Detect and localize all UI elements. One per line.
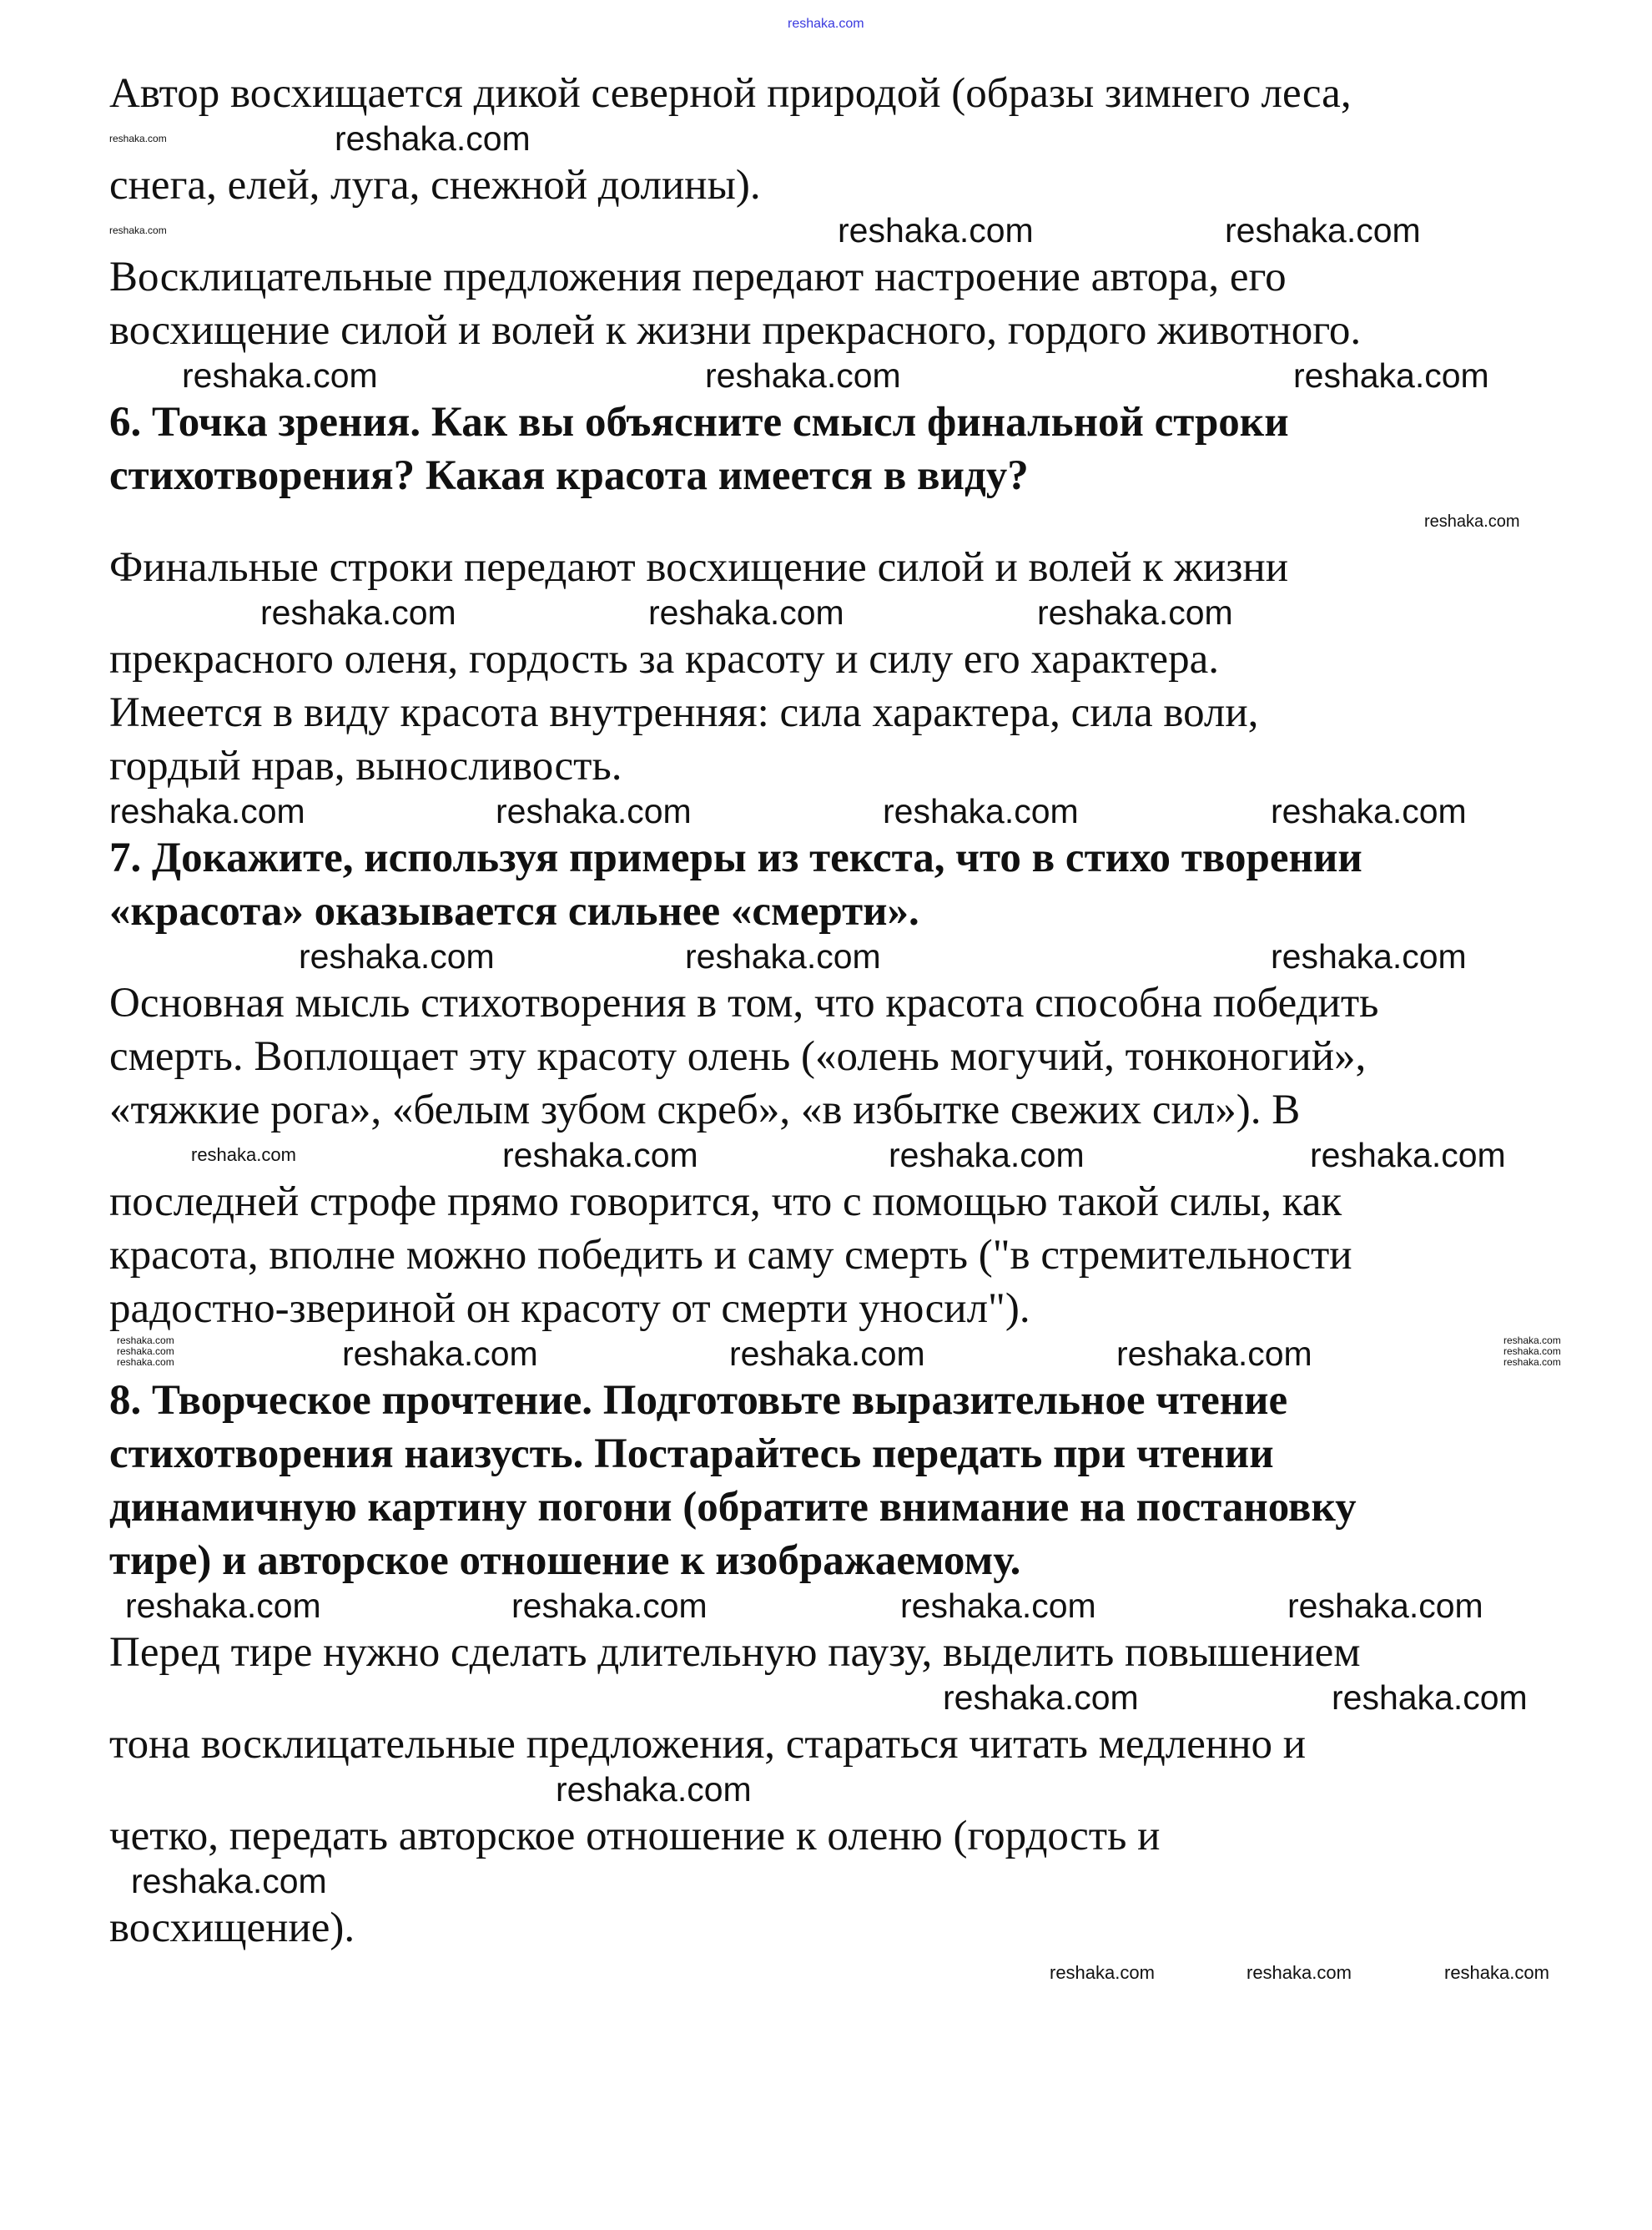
answer-7-text: красота, вполне можно победить и саму смерть ("в стремительности (109, 1232, 1352, 1279)
watermark: reshaka.com (556, 1770, 752, 1809)
watermark-row (0, 1335, 1652, 1374)
answer-7-text: «тяжкие рога», «белым зубом скреб», «в избытке свежих сил»). В (109, 1087, 1301, 1133)
watermark: reshaka.com (705, 356, 901, 395)
watermark: reshaka.com (260, 593, 456, 632)
watermark-row (0, 1587, 1652, 1626)
watermark: reshaka.com (1037, 593, 1233, 632)
watermark-row (0, 938, 1652, 976)
watermark: reshaka.com (1225, 211, 1421, 250)
watermark-row (0, 120, 1652, 159)
watermark: reshaka.com (900, 1587, 1096, 1625)
watermark: reshaka.com (1050, 1962, 1155, 1983)
answer-6-text: гордый нрав, выносливость. (109, 743, 622, 790)
watermark-row (0, 1955, 1652, 1993)
watermark-row (0, 1863, 1652, 1901)
answer-5-text: восхищение силой и волей к жизни прекрасного, гордого животного. (109, 307, 1362, 354)
watermark-row (0, 212, 1652, 250)
watermark: reshaka.com (191, 1144, 296, 1165)
answer-5-text: Восклицательные предложения передают настроение автора, его (109, 254, 1287, 300)
answer-7-text: последней строфе прямо говорится, что с помощью такой силы, как (109, 1178, 1342, 1225)
watermark-stack (1503, 1335, 1561, 1369)
watermark: reshaka.com (1424, 512, 1520, 531)
answer-5-text: Автор восхищается дикой северной природой (образы зимнего леса, (109, 70, 1352, 117)
watermark: reshaka.com (1287, 1587, 1483, 1625)
watermark: reshaka.com (648, 593, 844, 632)
watermark: reshaka.com (889, 1136, 1085, 1174)
answer-6-text: Имеется в виду красота внутренняя: сила характера, сила воли, (109, 689, 1259, 736)
watermark: reshaka.com (117, 1345, 174, 1358)
watermark: reshaka.com (342, 1334, 538, 1373)
watermark: reshaka.com (109, 792, 305, 830)
watermark-row (0, 1771, 1652, 1809)
question-6-heading: 6. Точка зрения. Как вы объясните смысл финальной строки (109, 399, 1289, 446)
question-8-heading: тире) и авторское отношение к изображаемому. (109, 1537, 1021, 1584)
watermark: reshaka.com (117, 1334, 174, 1346)
question-8-heading: динамичную картину погони (обратите внимание на постановку (109, 1484, 1357, 1531)
watermark: reshaka.com (1310, 1136, 1506, 1174)
watermark: reshaka.com (1503, 1356, 1561, 1369)
watermark: reshaka.com (1293, 356, 1489, 395)
answer-8-text: тона восклицательные предложения, стараться читать медленно и (109, 1721, 1307, 1768)
watermark: reshaka.com (1503, 1334, 1561, 1346)
watermark: reshaka.com (1271, 937, 1467, 976)
watermark-row (0, 594, 1652, 633)
watermark: reshaka.com (883, 792, 1079, 830)
answer-7-text: смерть. Воплощает эту красоту олень («олень могучий, тонконогий», (109, 1033, 1367, 1080)
answer-6-text: прекрасного оленя, гордость за красоту и силу его характера. (109, 636, 1219, 683)
watermark-row (0, 1137, 1652, 1175)
watermark: reshaka.com (1332, 1678, 1528, 1717)
watermark: reshaka.com (685, 937, 881, 976)
answer-7-text: Основная мысль стихотворения в том, что красота способна победить (109, 980, 1379, 1027)
watermark-stack (117, 1335, 174, 1369)
watermark: reshaka.com (109, 133, 167, 144)
watermark: reshaka.com (1116, 1334, 1312, 1373)
watermark: reshaka.com (131, 1862, 327, 1900)
watermark-row (0, 502, 1652, 541)
question-6-heading: стихотворения? Какая красота имеется в виду? (109, 452, 1029, 499)
watermark: reshaka.com (182, 356, 378, 395)
watermark: reshaka.com (117, 1356, 174, 1369)
watermark: reshaka.com (943, 1678, 1139, 1717)
watermark: reshaka.com (1444, 1962, 1549, 1983)
watermark: reshaka.com (838, 211, 1034, 250)
watermark: reshaka.com (1271, 792, 1467, 830)
watermark: reshaka.com (729, 1334, 925, 1373)
watermark: reshaka.com (496, 792, 692, 830)
watermark: reshaka.com (125, 1587, 321, 1625)
watermark: reshaka.com (502, 1136, 698, 1174)
watermark: reshaka.com (335, 119, 531, 158)
watermark[interactable]: reshaka.com (788, 17, 864, 31)
question-7-heading: «красота» оказывается сильнее «смерти». (109, 888, 919, 935)
answer-8-text: восхищение). (109, 1905, 355, 1951)
watermark-row (0, 357, 1652, 396)
question-7-heading: 7. Докажите, используя примеры из текста, что в стихо творении (109, 835, 1362, 881)
watermark: reshaka.com (1503, 1345, 1561, 1358)
header-row (0, 17, 1652, 67)
watermark: reshaka.com (109, 225, 167, 236)
watermark-row (0, 793, 1652, 831)
question-8-heading: 8. Творческое прочтение. Подготовьте выразительное чтение (109, 1377, 1288, 1424)
answer-7-text: радостно-звериной он красоту от смерти уносил"). (109, 1285, 1030, 1332)
watermark: reshaka.com (1247, 1962, 1352, 1983)
watermark: reshaka.com (299, 937, 495, 976)
answer-6-text: Финальные строки передают восхищение силой и волей к жизни (109, 544, 1289, 591)
question-8-heading: стихотворения наизусть. Постарайтесь передать при чтении (109, 1430, 1274, 1477)
answer-5-text: снега, елей, луга, снежной долины). (109, 162, 761, 209)
answer-8-text: Перед тире нужно сделать длительную паузу, выделить повышением (109, 1629, 1361, 1676)
answer-8-text: четко, передать авторское отношение к оленю (гордость и (109, 1813, 1161, 1859)
watermark-row (0, 1679, 1652, 1718)
watermark: reshaka.com (511, 1587, 708, 1625)
